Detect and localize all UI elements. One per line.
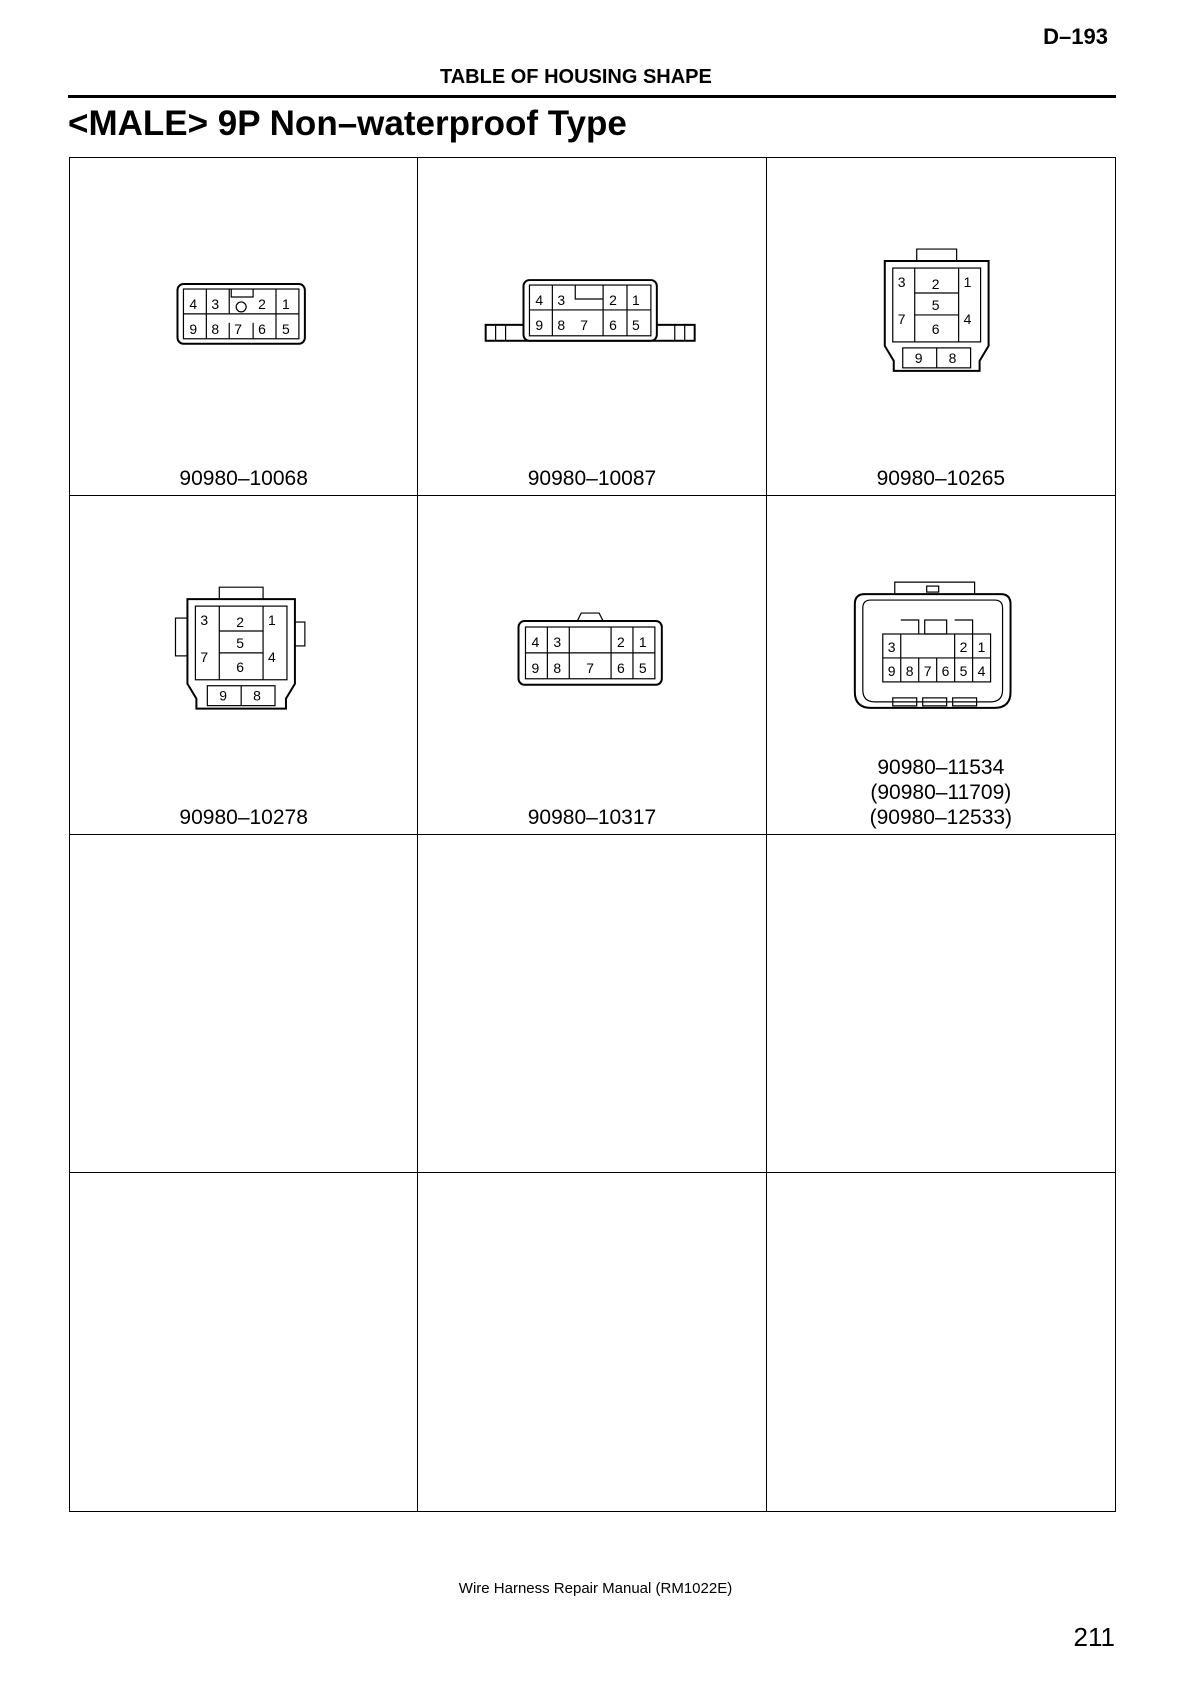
svg-text:7: 7	[897, 310, 906, 327]
connector-drawing-90980-10278	[70, 496, 417, 766]
svg-text:6: 6	[609, 316, 618, 333]
connector-cell-6	[767, 496, 1115, 834]
svg-text:4: 4	[531, 634, 540, 651]
svg-text:3: 3	[887, 639, 896, 656]
svg-text:9: 9	[887, 663, 896, 680]
part-number-line: (90980–11709)	[870, 780, 1012, 804]
svg-text:8: 8	[553, 660, 562, 677]
empty-cell	[70, 835, 418, 1173]
part-number-line: 90980–10087	[527, 467, 657, 491]
part-number-line: 90980–10265	[876, 467, 1006, 491]
svg-text:6: 6	[236, 659, 244, 676]
svg-text:4: 4	[977, 663, 986, 680]
section-title: TABLE OF HOUSING SHAPE	[440, 66, 712, 88]
svg-text:8: 8	[211, 320, 220, 337]
svg-text:1: 1	[639, 634, 648, 651]
page-number: 211	[1073, 1622, 1115, 1652]
svg-text:2: 2	[617, 634, 626, 651]
svg-text:9: 9	[914, 349, 923, 366]
svg-text:7: 7	[200, 649, 209, 666]
svg-text:7: 7	[234, 320, 242, 337]
svg-text:3: 3	[557, 291, 566, 308]
svg-text:3: 3	[200, 612, 209, 629]
svg-text:2: 2	[959, 639, 968, 656]
connector-drawing-90980-10087	[418, 158, 765, 428]
svg-text:1: 1	[268, 612, 276, 629]
svg-text:6: 6	[941, 663, 950, 680]
connector-cell-2	[418, 158, 766, 496]
empty-cell	[418, 835, 766, 1173]
svg-text:3: 3	[553, 634, 562, 651]
connector-drawing-90980-11534	[767, 496, 1115, 766]
part-number	[767, 755, 1115, 830]
svg-text:5: 5	[632, 316, 641, 333]
part-number	[418, 466, 765, 491]
svg-text:4: 4	[963, 310, 972, 327]
part-number	[70, 466, 417, 491]
svg-text:9: 9	[189, 320, 198, 337]
svg-text:1: 1	[963, 274, 972, 291]
svg-text:8: 8	[948, 349, 957, 366]
svg-text:5: 5	[959, 663, 968, 680]
svg-text:3: 3	[897, 274, 906, 291]
svg-text:5: 5	[236, 635, 244, 652]
connector-cell-1	[70, 158, 418, 496]
part-number-line: 90980–10068	[179, 467, 308, 491]
svg-text:9: 9	[535, 316, 544, 333]
part-number-line: (90980–12533)	[869, 805, 1013, 829]
housing-table	[69, 157, 1116, 1512]
connector-cell-5	[418, 496, 766, 834]
svg-text:4: 4	[535, 291, 544, 308]
svg-text:4: 4	[268, 649, 276, 666]
page-code: D–193	[1043, 24, 1108, 49]
connector-drawing-90980-10265	[767, 158, 1115, 428]
svg-text:1: 1	[281, 295, 290, 312]
svg-text:1: 1	[632, 291, 641, 308]
connector-cell-4	[70, 496, 418, 834]
empty-cell	[767, 1173, 1115, 1511]
part-number	[70, 805, 417, 830]
part-number-line: 90980–10278	[179, 805, 308, 829]
svg-text:8: 8	[557, 316, 566, 333]
svg-text:9: 9	[531, 660, 540, 677]
svg-text:7: 7	[586, 660, 595, 677]
svg-text:5: 5	[281, 320, 290, 337]
part-number	[767, 466, 1115, 491]
empty-cell	[767, 835, 1115, 1173]
svg-text:8: 8	[905, 663, 914, 680]
connector-drawing-90980-10317	[418, 496, 765, 766]
svg-text:6: 6	[931, 320, 940, 337]
svg-text:1: 1	[977, 639, 986, 656]
svg-text:4: 4	[189, 295, 198, 312]
svg-text:6: 6	[258, 320, 266, 337]
svg-text:6: 6	[617, 660, 626, 677]
svg-text:9: 9	[219, 687, 228, 704]
footer-manual-title: Wire Harness Repair Manual (RM1022E)	[458, 1580, 733, 1597]
svg-text:2: 2	[931, 276, 940, 293]
page-title: <MALE> 9P Non–waterproof Type	[68, 104, 627, 143]
empty-cell	[418, 1173, 766, 1511]
connector-drawing-90980-10068	[70, 158, 417, 428]
svg-text:3: 3	[211, 295, 220, 312]
header-rule	[68, 95, 1116, 98]
connector-cell-3	[767, 158, 1115, 496]
empty-cell	[70, 1173, 418, 1511]
svg-text:7: 7	[923, 663, 932, 680]
part-number	[418, 805, 765, 830]
svg-text:5: 5	[931, 296, 940, 313]
svg-text:7: 7	[580, 316, 589, 333]
svg-text:2: 2	[236, 614, 244, 631]
svg-text:2: 2	[258, 295, 266, 312]
part-number-line: 90980–11534	[877, 755, 1005, 779]
svg-text:5: 5	[639, 660, 648, 677]
svg-text:2: 2	[609, 291, 618, 308]
svg-text:8: 8	[253, 687, 261, 704]
part-number-line: 90980–10317	[527, 805, 657, 829]
